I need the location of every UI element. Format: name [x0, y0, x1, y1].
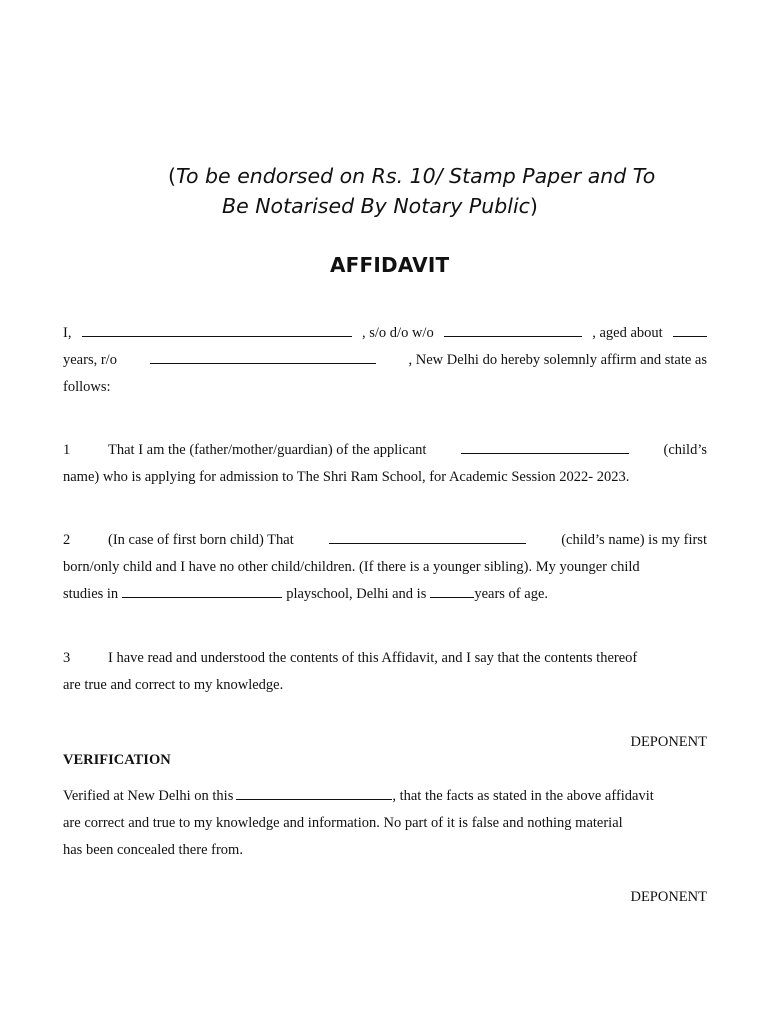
paragraph-3 — [63, 645, 707, 699]
verification-heading: VERIFICATION — [63, 752, 171, 768]
applicant-name-blank[interactable] — [461, 440, 629, 454]
sibling-age-blank[interactable] — [430, 584, 474, 598]
verification-text-a: Verified at New Delhi on this — [63, 788, 234, 804]
paragraph-2 — [63, 527, 707, 608]
stamp-note-line-1 — [168, 164, 655, 188]
para2-text-a: (In case of first born child) That — [108, 532, 294, 548]
para3-text-line-2: are true and correct to my knowledge. — [63, 677, 284, 693]
verification-line-3 — [63, 837, 707, 864]
para3-number: 3 — [63, 650, 71, 666]
paragraph-1 — [63, 437, 707, 491]
stamp-note-text-1: To be endorsed on Rs. 10/ Stamp Paper and To — [176, 164, 656, 188]
para1-text-a: That I am the (father/mother/guardian) of the applicant — [108, 442, 427, 458]
para1-line-1 — [63, 437, 707, 464]
intro-i: I, — [63, 325, 72, 341]
deponent-label-2: DEPONENT — [630, 889, 707, 905]
para2-line-3 — [63, 581, 707, 608]
intro-paragraph — [63, 320, 707, 401]
verification-line-1 — [63, 783, 707, 810]
age-blank[interactable] — [673, 323, 707, 337]
residence-blank[interactable] — [150, 350, 376, 364]
name-blank[interactable] — [82, 323, 352, 337]
verification-text-line-2: are correct and true to my knowledge and information. No part of it is false and nothing material — [63, 815, 623, 831]
document-title: AFFIDAVIT — [330, 253, 450, 277]
intro-line-1 — [63, 320, 707, 347]
intro-aged-label: , aged about — [592, 325, 663, 341]
para3-line-1 — [63, 645, 707, 672]
parent-name-blank[interactable] — [444, 323, 582, 337]
playschool-name-blank[interactable] — [122, 584, 282, 598]
para1-number: 1 — [63, 442, 71, 458]
verification-line-2 — [63, 810, 707, 837]
para2-text-line-2: born/only child and I have no other child/children. (If there is a younger sibling). My younger child — [63, 559, 640, 575]
para3-text-line-1: I have read and understood the contents of this Affidavit, and I say that the contents thereof — [108, 650, 638, 666]
para2-studies-in: studies in — [63, 586, 119, 602]
verification-text-b: , that the facts as stated in the above affidavit — [392, 788, 654, 804]
first-child-name-blank[interactable] — [329, 530, 526, 544]
stamp-note-open-paren: ( — [168, 164, 176, 188]
para2-line-2 — [63, 554, 707, 581]
para3-line-2 — [63, 672, 707, 699]
deponent-label-1: DEPONENT — [630, 734, 707, 750]
para2-line-1 — [63, 527, 707, 554]
verification-date-blank[interactable] — [236, 786, 392, 800]
intro-line-3 — [63, 374, 707, 401]
intro-affirm-text: , New Delhi do hereby solemnly affirm and state as — [408, 352, 707, 368]
verification-text-line-3: has been concealed there from. — [63, 842, 243, 858]
para1-text-line-2: name) who is applying for admission to The Shri Ram School, for Academic Session 2022- 2023. — [63, 469, 630, 485]
intro-line-2 — [63, 347, 707, 374]
intro-follows: follows: — [63, 379, 111, 395]
para2-text-b: (child’s name) is my first — [561, 532, 707, 548]
stamp-note-line-2 — [222, 194, 538, 218]
para2-number: 2 — [63, 532, 71, 548]
stamp-note-close-paren: ) — [529, 194, 538, 218]
para2-playschool-text: playschool, Delhi and is — [286, 586, 427, 602]
intro-years-label: years, r/o — [63, 352, 117, 368]
para2-years-of-age: years of age. — [474, 586, 549, 602]
para1-line-2 — [63, 464, 707, 491]
intro-relation-label: , s/o d/o w/o — [362, 325, 434, 341]
para1-text-b: (child’s — [663, 442, 707, 458]
stamp-note-text-2: Be Notarised By Notary Public — [222, 194, 530, 218]
verification-paragraph — [63, 783, 707, 864]
